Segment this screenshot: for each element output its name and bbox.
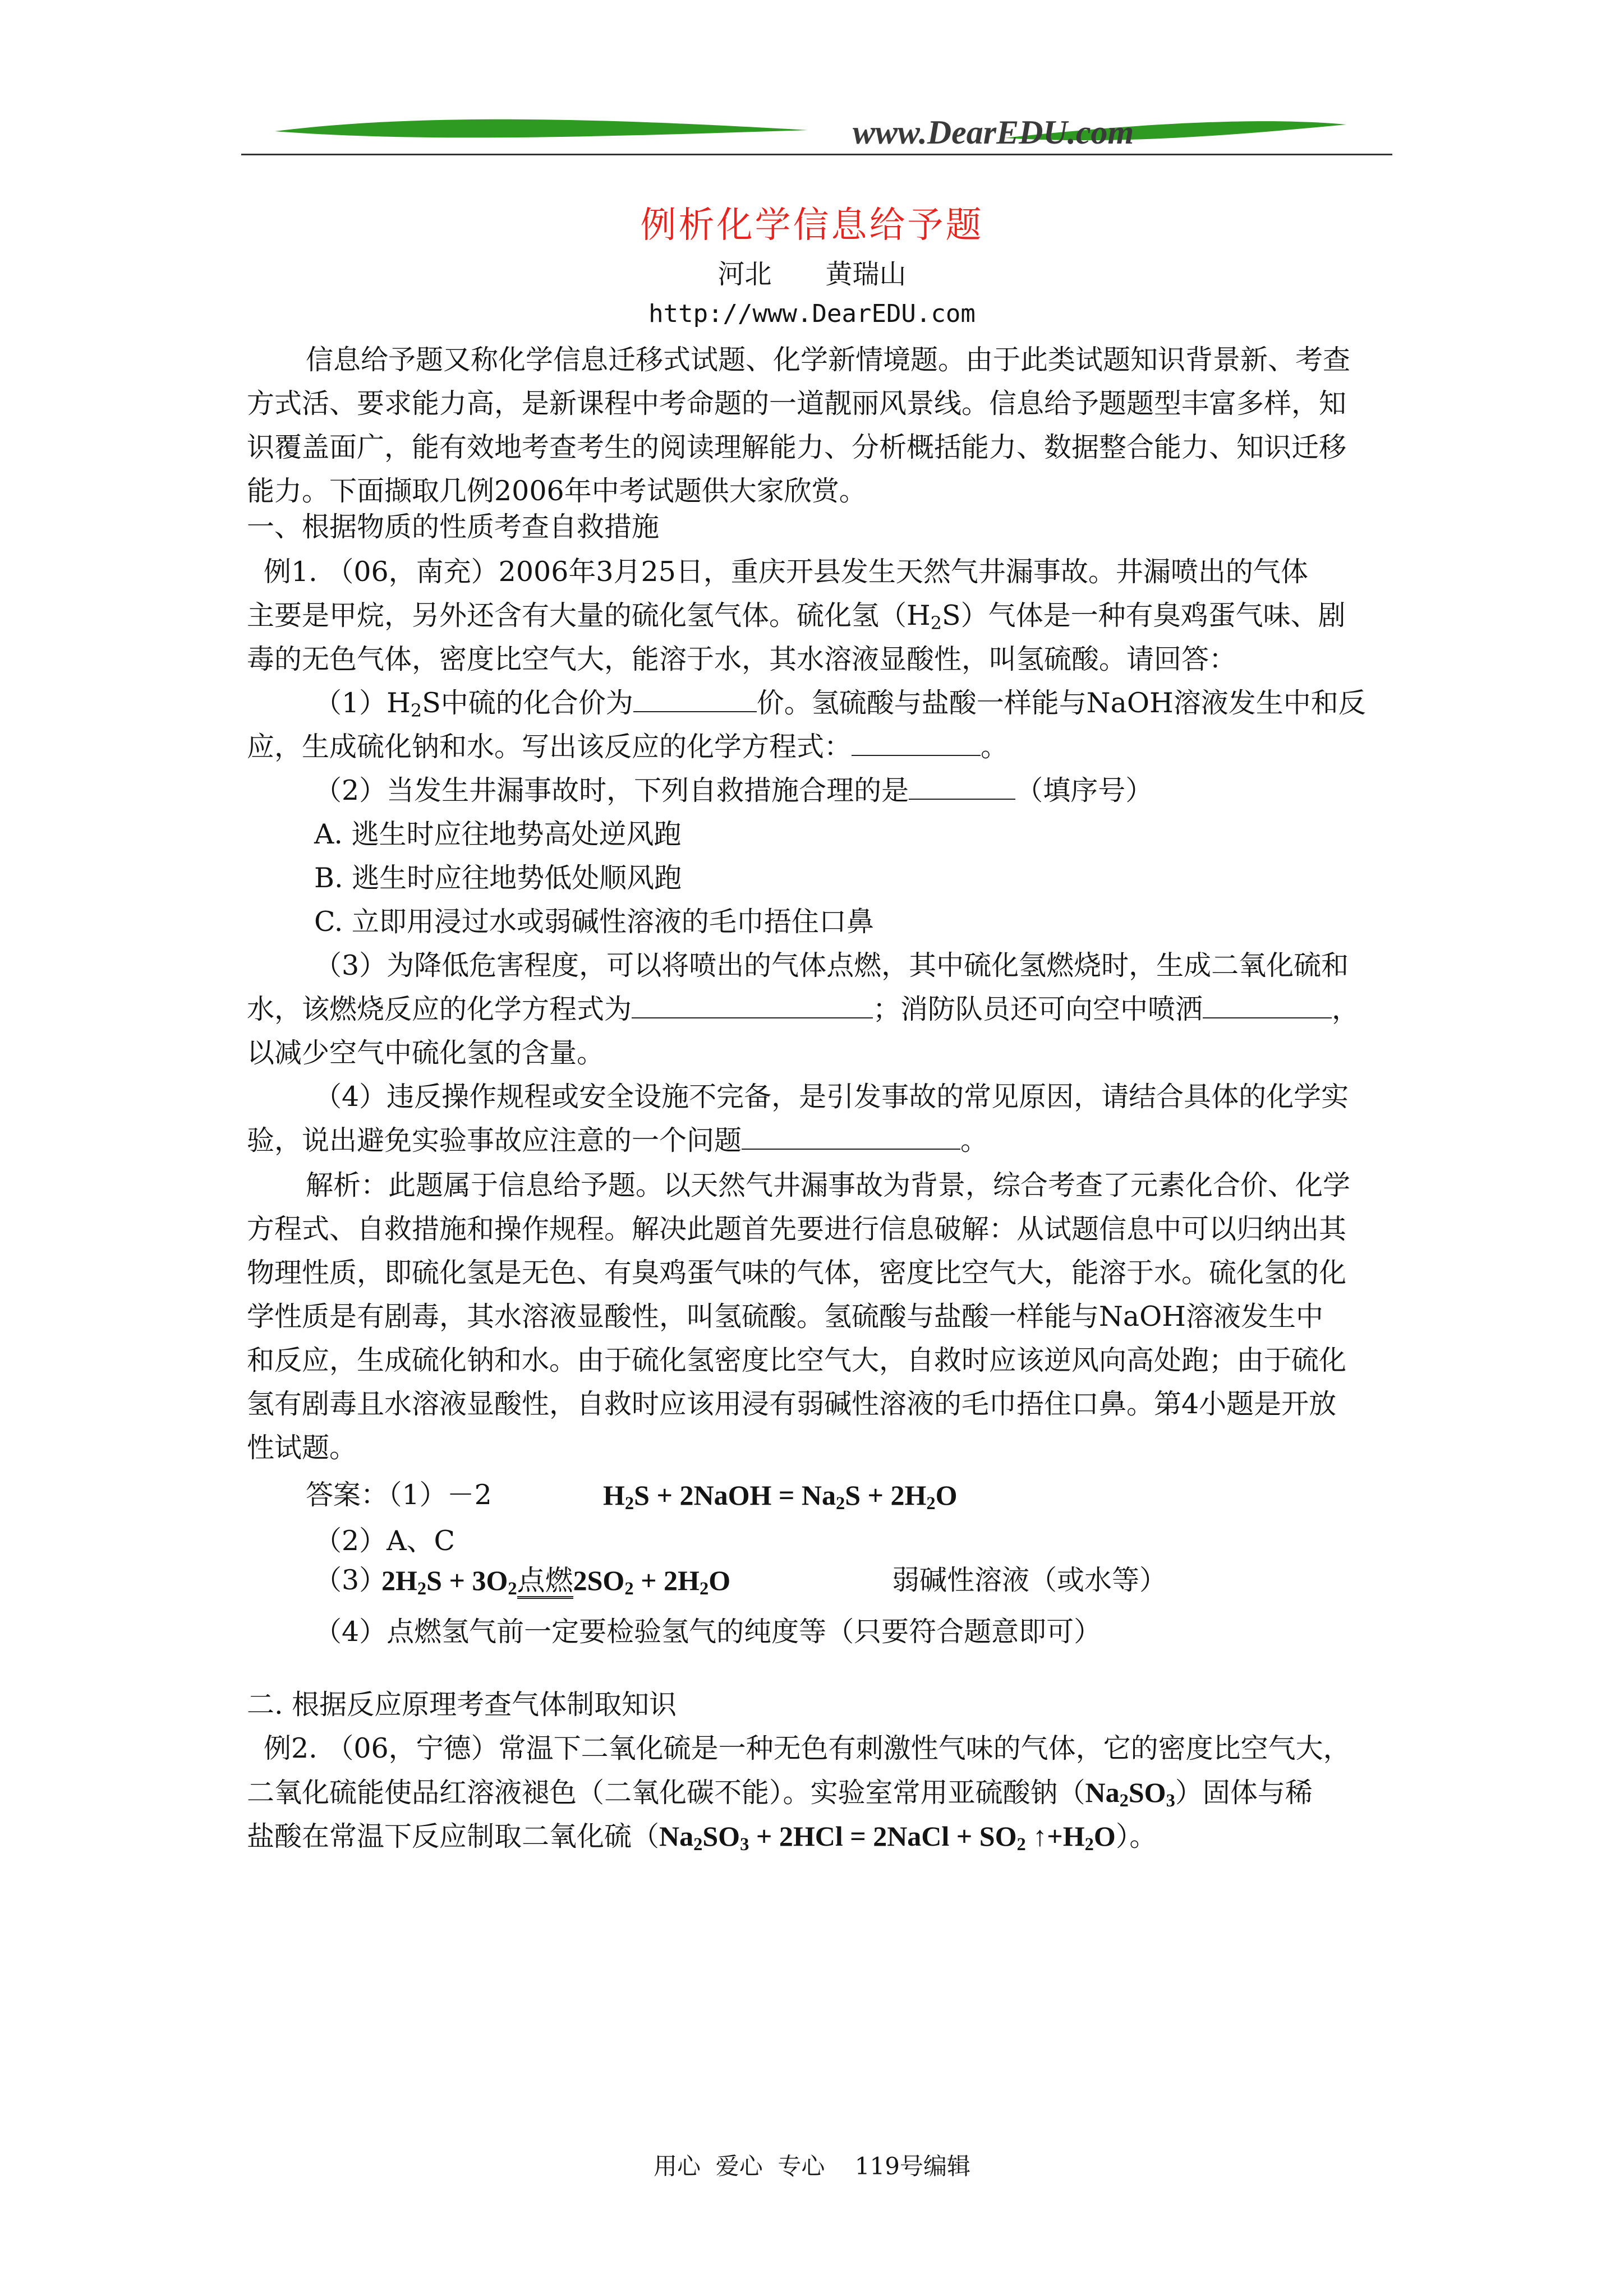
q3-line-3: 以减少空气中硫化氢的含量。 — [247, 1037, 605, 1069]
answer-4: （4）点燃氢气前一定要检验氢气的纯度等（只要符合题意即可） — [314, 1616, 1102, 1648]
intro-line-4: 能力。下面撷取几例2006年中考试题供大家欣赏。 — [247, 475, 867, 507]
reaction-condition: 点燃 — [517, 1565, 573, 1599]
source-url: http://www.DearEDU.com — [648, 299, 976, 328]
q2-option-a: A. 逃生时应往地势高处逆风跑 — [314, 818, 682, 850]
analysis-line-2: 方程式、自救措施和操作规程。解决此题首先要进行信息破解：从试题信息中可以归纳出其 — [247, 1213, 1347, 1245]
q1-line-1: $(1)H_2S$中硫的化合价为 价。氢硫酸与盐酸一样能与NaOH溶液发生中和反 — [314, 681, 1366, 726]
example1-line-2: 主要是甲烷，另外还含有大量的硫化氢气体。硫化氢$(H_2S)$气体是一种有臭鸡蛋气味、剧 — [247, 600, 1346, 634]
q1-line-2: 应，生成硫化钠和水。写出该反应的化学方程式： 。 — [247, 725, 1008, 769]
q4-blank[interactable] — [742, 1119, 960, 1150]
left-leaf-icon — [275, 119, 808, 138]
author: 河北 黄瑞山 — [717, 259, 907, 290]
section1-heading: 一、根据物质的性质考查自救措施 — [247, 511, 660, 543]
example1-line-1: 例1. （06，南充）2006年3月25日，重庆开县发生天然气井漏事故。井漏喷出的气体 — [264, 556, 1308, 588]
analysis-line-1: 解析：此题属于信息给予题。以天然气井漏事故为背景，综合考查了元素化合价、化学 — [306, 1169, 1351, 1201]
answer-1: 答案：（1）－2 — [306, 1479, 492, 1511]
q4-line-1: （4）违反操作规程或安全设施不完备，是引发事故的常见原因，请结合具体的化学实 — [314, 1081, 1349, 1113]
q3-line-1: （3）为降低危害程度，可以将喷出的气体点燃，其中硫化氢燃烧时，生成二氧化硫和 — [314, 949, 1349, 981]
analysis-line-3: 物理性质，即硫化氢是无色、有臭鸡蛋气味的气体，密度比空气大，能溶于水。硫化氢的化 — [247, 1257, 1347, 1289]
answer-3-tail: 弱碱性溶液（或水等） — [892, 1564, 1167, 1596]
answer-2: （2）A、C — [314, 1525, 456, 1557]
q2-option-c: C. 立即用浸过水或弱碱性溶液的毛巾捂住口鼻 — [314, 906, 874, 938]
q1-blank-equation[interactable] — [852, 726, 981, 756]
logo-text: www.DearEDU.com — [853, 114, 1134, 151]
example2-line-2: 二氧化硫能使品红溶液褪色（二氧化碳不能）。实验室常用亚硫酸钠$(Na_2SO_3)$固体与稀 — [247, 1777, 1313, 1811]
q2-option-b: B. 逃生时应往地势低处顺风跑 — [314, 862, 682, 894]
example2-line-1: 例2. （06，宁德）常温下二氧化硫是一种无色有刺激性气味的气体，它的密度比空气大， — [264, 1732, 1351, 1764]
header-rule — [241, 154, 1392, 155]
q1-blank-valence[interactable] — [633, 682, 757, 712]
example1-line-3: 毒的无色气体，密度比空气大，能溶于水，其水溶液显酸性，叫氢硫酸。请回答： — [247, 643, 1237, 675]
section2-heading: 二. 根据反应原理考查气体制取知识 — [247, 1689, 677, 1721]
q4-line-2: 验，说出避免实验事故应注意的一个问题 。 — [247, 1118, 988, 1163]
page-footer: 用心 爱心 专心 119号编辑 — [654, 2152, 970, 2180]
answer-3-equation: $2H_2S + 3O_2$点燃$2SO_2 + 2H_2O$ — [381, 1565, 731, 1599]
q3-blank-spray[interactable] — [1203, 988, 1332, 1018]
analysis-line-5: 和反应，生成硫化钠和水。由于硫化氢密度比空气大，自救时应该逆风向高处跑；由于硫化 — [247, 1344, 1347, 1376]
q3-line-2: 水，该燃烧反应的化学方程式为 ；消防队员还可向空中喷洒 ， — [247, 987, 1359, 1032]
header-logo — [241, 110, 1391, 160]
q3-blank-equation[interactable] — [632, 988, 873, 1018]
intro-line-2: 方式活、要求能力高，是新课程中考命题的一道靓丽风景线。信息给予题题型丰富多样，知 — [247, 388, 1347, 419]
answer-3-label: （3） — [314, 1564, 387, 1596]
page-title: 例析化学信息给予题 — [640, 205, 984, 246]
answer-1-equation: $H_2S$ + 2NaOH = $Na_2S + 2H_2O$ — [603, 1479, 958, 1514]
analysis-line-4: 学性质是有剧毒，其水溶液显酸性，叫氢硫酸。氢硫酸与盐酸一样能与NaOH溶液发生中 — [247, 1301, 1323, 1333]
q2-stem: （2）当发生井漏事故时，下列自救措施合理的是 （填序号） — [314, 768, 1153, 813]
analysis-line-6: 氢有剧毒且水溶液显酸性，自救时应该用浸有弱碱性溶液的毛巾捂住口鼻。第4小题是开放 — [247, 1388, 1337, 1420]
example2-line-3: 盐酸在常温下反应制取二氧化硫（$Na_2SO_3 + 2HCl$ = 2NaCl + $SO_2$ $↑+H_2O$）。 — [247, 1820, 1157, 1855]
intro-line-3: 识覆盖面广，能有效地考查考生的阅读理解能力、分析概括能力、数据整合能力、知识迁移 — [247, 431, 1347, 463]
q2-blank[interactable] — [909, 769, 1015, 800]
intro-line-1: 信息给予题又称化学信息迁移式试题、化学新情境题。由于此类试题知识背景新、考查 — [306, 344, 1351, 376]
analysis-line-7: 性试题。 — [247, 1432, 357, 1464]
